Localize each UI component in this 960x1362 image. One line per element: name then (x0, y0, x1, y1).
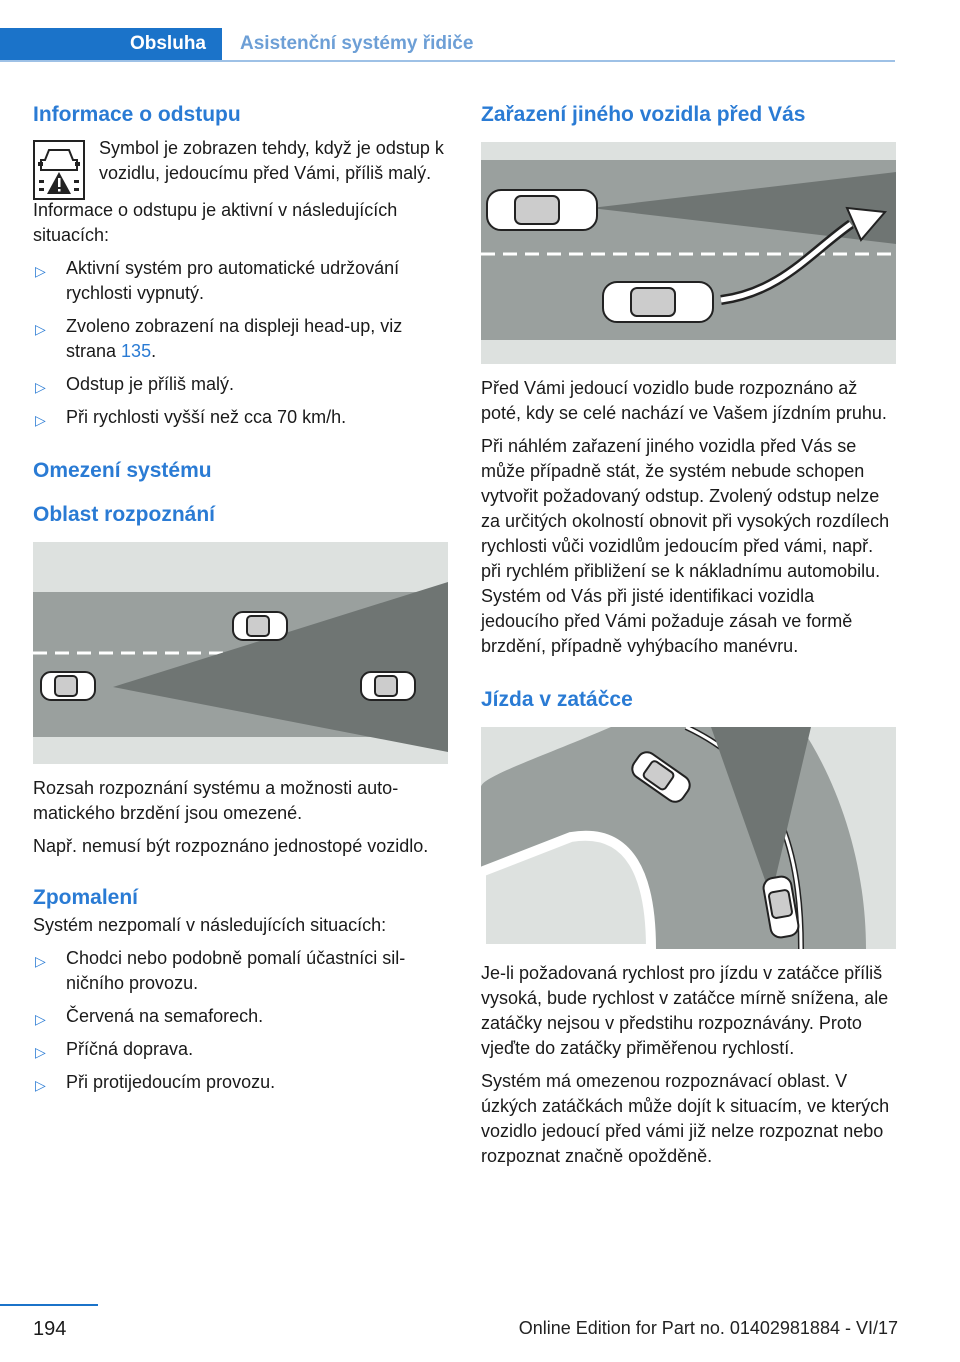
info-block (33, 100, 448, 186)
bullet-icon: ▷ (35, 412, 46, 428)
distance-warning-icon (33, 140, 85, 200)
list-item: ▷ Při protijedoucím provozu. (33, 1070, 448, 1095)
right-column (481, 100, 896, 1169)
list-item: ▷ Aktivní systém pro automatické udržování rychlosti vypnutý. (35, 258, 400, 303)
bullet-icon: ▷ (35, 1077, 46, 1093)
bullet-icon: ▷ (35, 1011, 46, 1027)
range-text-2: Např. nemusí být rozpoznáno jednostopé vozidlo. (33, 836, 429, 856)
list-item: ▷ Příčná doprava. (33, 1037, 448, 1062)
heading-limits: Omezení systému (33, 459, 212, 482)
car-icon (603, 282, 713, 322)
heading-info: Informace o odstupu (33, 103, 241, 126)
list-item: ▷ Odstup je příliš malý. (33, 372, 448, 397)
bullet-icon: ▷ (35, 953, 46, 969)
edition-note: Online Edition for Part no. 01402981884 - VI/17 (518, 1318, 898, 1338)
bullet-icon: ▷ (35, 321, 46, 337)
figure-cut-in (481, 142, 896, 364)
left-column (33, 100, 448, 1103)
list-item: ▷ Chodci nebo podobně pomalí účastníci silničního provozu. (35, 948, 406, 993)
heading-cut-in: Zařazení jiného vozidla před Vás (481, 103, 806, 126)
tab-chapter[interactable]: Asistenční systémy řidiče (240, 33, 474, 54)
heading-curve: Jízda v zatáčce (481, 688, 633, 711)
info-list (33, 256, 448, 430)
figure-detection-range (33, 542, 448, 764)
header-tabs (0, 28, 895, 62)
header-rule (0, 60, 895, 62)
bullet-icon: ▷ (35, 263, 46, 279)
car-icon (361, 672, 415, 700)
heading-slowdown: Zpomalení (33, 886, 139, 909)
page-number: 194 (33, 1318, 67, 1340)
bullet-icon: ▷ (35, 379, 46, 395)
icon-description: Symbol je zobrazen tehdy, když je odstup k vozidlu, jedoucímu před Vámi, příliš malý. (99, 138, 444, 183)
tab-section[interactable]: Obsluha (0, 28, 222, 60)
list-item: ▷ Při rychlosti vyšší než cca 70 km/h. (33, 405, 448, 430)
slowdown-list (33, 946, 448, 1095)
heading-range: Oblast rozpoznání (33, 503, 216, 526)
curve-text-2: Systém má omezenou rozpoznávací oblast. V úzkých zatáčkách může dojít k situacím, ve kterých vozidlo jedoucí před vámi již nelze rozpoznat nebo rozpoznat značně opožděně. (481, 1071, 890, 1166)
info-intro: Informace o odstupu je aktivní v následujících situacích: (33, 200, 398, 245)
car-icon (233, 612, 287, 640)
car-icon (41, 672, 95, 700)
bullet-icon: ▷ (35, 1044, 46, 1060)
cut-in-text-2: Při náhlém zařazení jiného vozidla před Vás se může případně stát, že systém nebude schopen vytvořit požadovaný odstup. Zvolený odstup nelze za určitých okolností obnovit při vysokých rozdílech rychlosti vůči vozidlům jedoucím před vámi, např. při rychlém přibližení se k nákladnímu automobilu. Systém od Vás při jisté identifikaci vozidla jedoucího před Vámi požaduje zásah ve formě brzdění, případně vyhýbacího manévru. (481, 436, 890, 656)
list-item: ▷ Zvoleno zobrazení na displeji head-up, viz strana 135. (35, 316, 403, 361)
figure-curve (481, 727, 896, 949)
cut-in-text-1: Před Vámi jedoucí vozidlo bude rozpoznáno až poté, kdy se celé nachází ve Vašem jízdním pruhu. (481, 378, 887, 423)
list-item: ▷ Červená na semaforech. (33, 1004, 448, 1029)
curve-text-1: Je-li požadovaná rychlost pro jízdu v zatáčce příliš vysoká, bude rychlost v zatáčce mírně snížena, ale zatáčky nejsou v předstihu rozpoznávány. Proto vjeďte do zatáčky přiměřenou rychlostí. (481, 963, 889, 1058)
footer-rule (0, 1304, 98, 1306)
car-icon (487, 190, 597, 230)
slowdown-intro: Systém nezpomalí v následujících situacích: (33, 915, 387, 935)
page-link[interactable]: 135 (121, 341, 152, 361)
range-text-1: Rozsah rozpoznání systému a možnosti automatického brzdění jsou omezené. (33, 778, 399, 823)
